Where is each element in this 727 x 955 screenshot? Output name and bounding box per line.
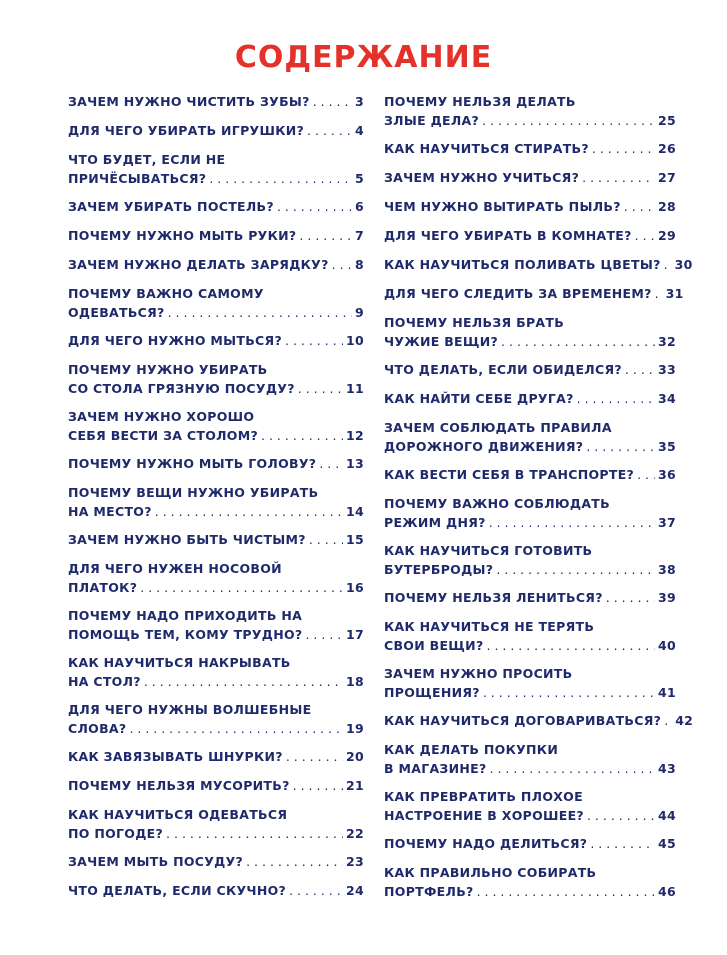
toc-entry-title-line: ДЛЯ ЧЕГО СЛЕДИТЬ ЗА ВРЕМЕНЕМ? bbox=[384, 286, 652, 301]
toc-entry[interactable] bbox=[384, 465, 676, 484]
toc-entry[interactable] bbox=[384, 255, 693, 274]
toc-entry-title-line: КАК НАЙТИ СЕБЕ ДРУГА? bbox=[384, 391, 574, 406]
toc-entry[interactable] bbox=[384, 389, 676, 408]
toc-page-number: 43 bbox=[658, 761, 676, 776]
toc-entry-title-line: ПОЧЕМУ ВАЖНО САМОМУ bbox=[68, 286, 264, 301]
toc-entry[interactable] bbox=[384, 92, 676, 130]
toc-dot-leader bbox=[501, 332, 655, 351]
toc-entry[interactable] bbox=[384, 588, 676, 607]
toc-entry-last-line bbox=[384, 683, 676, 702]
toc-entry-last-line bbox=[384, 168, 676, 187]
toc-dot-leader bbox=[664, 255, 672, 274]
toc-entry-title-line: ДОРОЖНОГО ДВИЖЕНИЯ? bbox=[384, 439, 584, 454]
toc-entry-last-line bbox=[68, 747, 364, 766]
toc-entry[interactable] bbox=[68, 226, 364, 245]
toc-page-number: 17 bbox=[346, 627, 364, 642]
toc-entry-last-line bbox=[384, 389, 676, 408]
toc-entry-title-line: ДЛЯ ЧЕГО НУЖНЫ ВОЛШЕБНЫЕ bbox=[68, 702, 312, 717]
toc-entry-title-line: ПОЧЕМУ ВЕЩИ НУЖНО УБИРАТЬ bbox=[68, 485, 319, 500]
toc-entry-title-line: ПОЧЕМУ НУЖНО МЫТЬ РУКИ? bbox=[68, 228, 297, 243]
toc-entry-last-line bbox=[68, 454, 364, 473]
toc-dot-leader bbox=[592, 139, 655, 158]
toc-entry-title-line: СО СТОЛА ГРЯЗНУЮ ПОСУДУ? bbox=[68, 381, 295, 396]
toc-dot-leader bbox=[489, 513, 655, 532]
toc-dot-leader bbox=[582, 168, 655, 187]
toc-entry-last-line bbox=[384, 834, 676, 853]
toc-entry-last-line bbox=[384, 465, 676, 484]
toc-page-number: 21 bbox=[346, 778, 364, 793]
toc-entry-title-line: ПОРТФЕЛЬ? bbox=[384, 884, 474, 899]
toc-entry-title-line: ДЛЯ ЧЕГО УБИРАТЬ ИГРУШКИ? bbox=[68, 123, 305, 138]
toc-page-number: 14 bbox=[346, 504, 364, 519]
toc-entry[interactable] bbox=[384, 360, 676, 379]
toc-entry[interactable] bbox=[68, 150, 364, 188]
toc-entry[interactable] bbox=[68, 776, 364, 795]
toc-dot-leader bbox=[299, 226, 352, 245]
toc-entry[interactable] bbox=[68, 255, 364, 274]
toc-entry[interactable] bbox=[384, 711, 694, 730]
toc-entry-title-line: ПОЧЕМУ НАДО ПРИХОДИТЬ НА bbox=[68, 608, 303, 623]
toc-page-number: 44 bbox=[658, 808, 676, 823]
toc-dot-leader bbox=[483, 683, 655, 702]
toc-page-number: 19 bbox=[346, 721, 364, 736]
toc-page-number: 35 bbox=[658, 439, 676, 454]
toc-entry-last-line bbox=[68, 625, 364, 644]
toc-entry-last-line bbox=[384, 360, 676, 379]
toc-column-right bbox=[384, 92, 694, 910]
toc-entry-title-line: НА МЕСТО? bbox=[68, 504, 152, 519]
toc-entry-last-line bbox=[384, 513, 676, 532]
toc-entry-title-line: РЕЖИМ ДНЯ? bbox=[384, 515, 486, 530]
toc-page-number: 36 bbox=[658, 467, 676, 482]
toc-entry-title-line: КАК ДЕЛАТЬ ПОКУПКИ bbox=[384, 742, 559, 757]
toc-dot-leader bbox=[285, 331, 343, 350]
toc-dot-leader bbox=[664, 711, 672, 730]
toc-dot-leader bbox=[590, 834, 655, 853]
toc-entry-last-line bbox=[384, 437, 676, 456]
toc-entry-last-line bbox=[68, 255, 364, 274]
toc-page-number: 32 bbox=[658, 334, 676, 349]
toc-entry-last-line bbox=[68, 672, 364, 691]
toc-entry-last-line bbox=[68, 824, 364, 843]
toc-dot-leader bbox=[155, 502, 343, 521]
toc-entry-last-line bbox=[384, 284, 684, 303]
toc-entry[interactable] bbox=[68, 852, 364, 871]
toc-entry-last-line bbox=[384, 111, 676, 130]
toc-entry[interactable] bbox=[384, 617, 676, 655]
toc-page-number: 25 bbox=[658, 113, 676, 128]
toc-entry-title-line: ЧТО ДЕЛАТЬ, ЕСЛИ СКУЧНО? bbox=[68, 883, 287, 898]
toc-dot-leader bbox=[305, 625, 343, 644]
toc-page-number: 41 bbox=[658, 685, 676, 700]
toc-entry[interactable] bbox=[384, 787, 676, 825]
toc-page-number: 12 bbox=[346, 428, 364, 443]
toc-page-number: 15 bbox=[346, 532, 364, 547]
toc-entry-title-line: КАК НАУЧИТЬСЯ ПОЛИВАТЬ ЦВЕТЫ? bbox=[384, 257, 661, 272]
toc-entry-last-line bbox=[384, 560, 676, 579]
toc-entry-title-line: ПРОЩЕНИЯ? bbox=[384, 685, 480, 700]
toc-entry[interactable] bbox=[384, 226, 676, 245]
toc-page-number: 24 bbox=[346, 883, 364, 898]
toc-entry-last-line bbox=[384, 711, 694, 730]
toc-entry[interactable] bbox=[68, 747, 364, 766]
toc-page-number: 11 bbox=[346, 381, 364, 396]
toc-entry-title-line: ПОЧЕМУ НЕЛЬЗЯ ЛЕНИТЬСЯ? bbox=[384, 590, 603, 605]
toc-entry-title-line: ПОЧЕМУ ВАЖНО СОБЛЮДАТЬ bbox=[384, 496, 610, 511]
toc-page-number: 18 bbox=[346, 674, 364, 689]
toc-entry-title-line: КАК ВЕСТИ СЕБЯ В ТРАНСПОРТЕ? bbox=[384, 467, 635, 482]
toc-entry[interactable] bbox=[68, 881, 364, 900]
toc-page-number: 26 bbox=[658, 141, 676, 156]
toc-dot-leader bbox=[655, 284, 663, 303]
toc-entry-last-line bbox=[384, 139, 676, 158]
toc-entry-last-line bbox=[384, 882, 676, 901]
toc-entry[interactable] bbox=[384, 541, 676, 579]
toc-page-number: 7 bbox=[355, 228, 364, 243]
toc-entry-last-line bbox=[68, 379, 364, 398]
toc-entry[interactable] bbox=[68, 653, 364, 691]
toc-entry-last-line bbox=[384, 806, 676, 825]
toc-entry[interactable] bbox=[68, 407, 364, 445]
toc-entry-last-line bbox=[384, 197, 676, 216]
toc-entry-title-line: СЕБЯ ВЕСТИ ЗА СТОЛОМ? bbox=[68, 428, 259, 443]
toc-dot-leader bbox=[129, 719, 343, 738]
toc-entry[interactable] bbox=[68, 530, 364, 549]
toc-entry[interactable] bbox=[68, 700, 364, 738]
page-title: СОДЕРЖАНИЕ bbox=[234, 40, 493, 75]
toc-entry-title-line: ОДЕВАТЬСЯ? bbox=[68, 305, 165, 320]
toc-entry-last-line bbox=[68, 331, 364, 350]
toc-entry-title-line: КАК НАУЧИТЬСЯ НАКРЫВАТЬ bbox=[68, 655, 291, 670]
toc-dot-leader bbox=[624, 197, 655, 216]
toc-dot-leader bbox=[209, 169, 352, 188]
toc-entry-title-line: ЗАЧЕМ НУЖНО ПРОСИТЬ bbox=[384, 666, 573, 681]
toc-entry-title-line: ПОЧЕМУ НЕЛЬЗЯ БРАТЬ bbox=[384, 315, 565, 330]
toc-entry-title-line: ЧЕМ НУЖНО ВЫТИРАТЬ ПЫЛЬ? bbox=[384, 199, 621, 214]
toc-dot-leader bbox=[166, 824, 343, 843]
toc-entry-title-line: КАК ПРАВИЛЬНО СОБИРАТЬ bbox=[384, 865, 597, 880]
toc-entry-title-line: ЗАЧЕМ НУЖНО ЧИСТИТЬ ЗУБЫ? bbox=[68, 94, 310, 109]
toc-dot-leader bbox=[587, 806, 655, 825]
toc-page-number: 45 bbox=[658, 836, 676, 851]
toc-dot-leader bbox=[490, 759, 655, 778]
toc-entry-last-line bbox=[384, 255, 693, 274]
toc-entry-last-line bbox=[68, 226, 364, 245]
toc-dot-leader bbox=[307, 121, 352, 140]
toc-entry-title-line: ПОЧЕМУ НЕЛЬЗЯ ДЕЛАТЬ bbox=[384, 94, 576, 109]
toc-entry-last-line bbox=[68, 426, 364, 445]
toc-entry[interactable] bbox=[68, 360, 364, 398]
toc-entry-title-line: НА СТОЛ? bbox=[68, 674, 141, 689]
toc-entry-title-line: ДЛЯ ЧЕГО УБИРАТЬ В КОМНАТЕ? bbox=[384, 228, 632, 243]
toc-entry-title-line: ПОМОЩЬ ТЕМ, КОМУ ТРУДНО? bbox=[68, 627, 303, 642]
toc-entry-title-line: ПОЧЕМУ НАДО ДЕЛИТЬСЯ? bbox=[384, 836, 588, 851]
toc-entry-title-line: ЗАЧЕМ НУЖНО УЧИТЬСЯ? bbox=[384, 170, 580, 185]
toc-entry[interactable] bbox=[384, 863, 676, 901]
toc-entry-last-line bbox=[68, 776, 364, 795]
toc-page-number: 6 bbox=[355, 199, 364, 214]
toc-entry-title-line: ЗАЧЕМ СОБЛЮДАТЬ ПРАВИЛА bbox=[384, 420, 612, 435]
toc-dot-leader bbox=[246, 852, 343, 871]
toc-entry-last-line bbox=[68, 92, 364, 111]
toc-page-number: 39 bbox=[658, 590, 676, 605]
toc-dot-leader bbox=[319, 454, 343, 473]
toc-dot-leader bbox=[606, 588, 655, 607]
toc-entry-title-line: КАК НАУЧИТЬСЯ ОДЕВАТЬСЯ bbox=[68, 807, 288, 822]
toc-dot-leader bbox=[313, 92, 352, 111]
toc-entry[interactable] bbox=[384, 834, 676, 853]
toc-entry[interactable] bbox=[68, 559, 364, 597]
toc-page-number: 30 bbox=[674, 257, 693, 272]
toc-dot-leader bbox=[496, 560, 655, 579]
toc-entry-title-line: ПОЧЕМУ НЕЛЬЗЯ МУСОРИТЬ? bbox=[68, 778, 290, 793]
toc-entry[interactable] bbox=[68, 483, 364, 521]
toc-dot-leader bbox=[140, 578, 343, 597]
toc-entry-last-line bbox=[68, 530, 364, 549]
toc-entry[interactable] bbox=[384, 168, 676, 187]
toc-dot-leader bbox=[586, 437, 655, 456]
toc-dot-leader bbox=[144, 672, 343, 691]
toc-entry-title-line: ПОЧЕМУ НУЖНО УБИРАТЬ bbox=[68, 362, 268, 377]
toc-entry-title-line: КАК НАУЧИТЬСЯ ГОТОВИТЬ bbox=[384, 543, 593, 558]
toc-entry[interactable] bbox=[68, 454, 364, 473]
toc-dot-leader bbox=[577, 389, 655, 408]
toc-entry-title-line: ЗЛЫЕ ДЕЛА? bbox=[384, 113, 480, 128]
toc-entry-title-line: ДЛЯ ЧЕГО НУЖНО МЫТЬСЯ? bbox=[68, 333, 283, 348]
toc-entry-title-line: ЗАЧЕМ МЫТЬ ПОСУДУ? bbox=[68, 854, 244, 869]
toc-entry-title-line: СВОИ ВЕЩИ? bbox=[384, 638, 484, 653]
toc-dot-leader bbox=[482, 111, 655, 130]
toc-entry[interactable] bbox=[68, 92, 364, 111]
toc-page-number: 40 bbox=[658, 638, 676, 653]
toc-entry-title-line: КАК НАУЧИТЬСЯ ДОГОВАРИВАТЬСЯ? bbox=[384, 713, 662, 728]
toc-dot-leader bbox=[168, 303, 352, 322]
toc-page-number: 5 bbox=[355, 171, 364, 186]
toc-page-number: 4 bbox=[355, 123, 364, 138]
toc-page-number: 28 bbox=[658, 199, 676, 214]
toc-entry[interactable] bbox=[384, 313, 676, 351]
toc-entry-title-line: ЧТО ДЕЛАТЬ, ЕСЛИ ОБИДЕЛСЯ? bbox=[384, 362, 622, 377]
toc-entry-last-line bbox=[384, 332, 676, 351]
toc-entry[interactable] bbox=[384, 494, 676, 532]
toc-entry-title-line: ПЛАТОК? bbox=[68, 580, 138, 595]
toc-dot-leader bbox=[625, 360, 655, 379]
toc-entry-title-line: КАК НАУЧИТЬСЯ СТИРАТЬ? bbox=[384, 141, 589, 156]
toc-page-number: 9 bbox=[355, 305, 364, 320]
toc-page-number: 10 bbox=[346, 333, 364, 348]
toc-entry[interactable] bbox=[384, 418, 676, 456]
toc-page-number: 8 bbox=[355, 257, 364, 272]
toc-page-number: 27 bbox=[658, 170, 676, 185]
toc-page-number: 42 bbox=[675, 713, 694, 728]
toc-dot-leader bbox=[635, 226, 655, 245]
toc-dot-leader bbox=[298, 379, 343, 398]
toc-page-number: 13 bbox=[346, 456, 364, 471]
toc-page-number: 29 bbox=[658, 228, 676, 243]
toc-entry[interactable] bbox=[384, 740, 676, 778]
toc-entry-last-line bbox=[68, 303, 364, 322]
toc-dot-leader bbox=[261, 426, 343, 445]
toc-entry[interactable] bbox=[384, 284, 684, 303]
toc-page-number: 23 bbox=[346, 854, 364, 869]
toc-entry-last-line bbox=[68, 502, 364, 521]
toc-dot-leader bbox=[277, 197, 352, 216]
toc-dot-leader bbox=[289, 881, 343, 900]
toc-entry-title-line: ПРИЧЁСЫВАТЬСЯ? bbox=[68, 171, 207, 186]
toc-dot-leader bbox=[487, 636, 656, 655]
toc-page-number: 37 bbox=[658, 515, 676, 530]
toc-entry-last-line bbox=[68, 881, 364, 900]
toc-entry-last-line bbox=[68, 852, 364, 871]
toc-entry-title-line: В МАГАЗИНЕ? bbox=[384, 761, 487, 776]
toc-entry-last-line bbox=[68, 719, 364, 738]
toc-page-number: 16 bbox=[346, 580, 364, 595]
toc-dot-leader bbox=[637, 465, 655, 484]
toc-page-number: 46 bbox=[658, 884, 676, 899]
toc-entry-title-line: ЧТО БУДЕТ, ЕСЛИ НЕ bbox=[68, 152, 226, 167]
toc-entry-title-line: КАК ЗАВЯЗЫВАТЬ ШНУРКИ? bbox=[68, 749, 283, 764]
toc-entry-last-line bbox=[384, 588, 676, 607]
toc-entry-last-line bbox=[384, 226, 676, 245]
toc-entry[interactable] bbox=[68, 606, 364, 644]
toc-entry-title-line: ЗАЧЕМ НУЖНО ХОРОШО bbox=[68, 409, 255, 424]
toc-column-left bbox=[68, 92, 364, 910]
toc-entry-title-line: КАК ПРЕВРАТИТЬ ПЛОХОЕ bbox=[384, 789, 583, 804]
toc-entry[interactable] bbox=[384, 197, 676, 216]
toc-page-number: 31 bbox=[665, 286, 684, 301]
toc-entry[interactable] bbox=[68, 284, 364, 322]
toc-page-number: 38 bbox=[658, 562, 676, 577]
toc-entry[interactable] bbox=[68, 805, 364, 843]
toc-entry-last-line bbox=[68, 197, 364, 216]
toc-entry-title-line: ЗАЧЕМ НУЖНО ДЕЛАТЬ ЗАРЯДКУ? bbox=[68, 257, 329, 272]
toc-entry-last-line bbox=[384, 636, 676, 655]
toc-entry[interactable] bbox=[68, 331, 364, 350]
toc-entry[interactable] bbox=[68, 121, 364, 140]
toc-page-number: 20 bbox=[346, 749, 364, 764]
toc-entry[interactable] bbox=[68, 197, 364, 216]
toc-entry[interactable] bbox=[384, 664, 676, 702]
toc-entry-last-line bbox=[384, 759, 676, 778]
toc-dot-leader bbox=[332, 255, 352, 274]
toc-entry-title-line: ПОЧЕМУ НУЖНО МЫТЬ ГОЛОВУ? bbox=[68, 456, 317, 471]
toc-entry[interactable] bbox=[384, 139, 676, 158]
toc-entry-last-line bbox=[68, 121, 364, 140]
toc-dot-leader bbox=[293, 776, 343, 795]
toc-dot-leader bbox=[286, 747, 343, 766]
toc-entry-title-line: БУТЕРБРОДЫ? bbox=[384, 562, 494, 577]
toc-dot-leader bbox=[477, 882, 655, 901]
toc-entry-title-line: ДЛЯ ЧЕГО НУЖЕН НОСОВОЙ bbox=[68, 561, 282, 576]
toc-entry-title-line: ЧУЖИЕ ВЕЩИ? bbox=[384, 334, 499, 349]
toc-page-number: 3 bbox=[355, 94, 364, 109]
toc-entry-title-line: ЗАЧЕМ НУЖНО БЫТЬ ЧИСТЫМ? bbox=[68, 532, 306, 547]
toc-entry-last-line bbox=[68, 169, 364, 188]
toc-entry-title-line: ПО ПОГОДЕ? bbox=[68, 826, 164, 841]
toc-entry-last-line bbox=[68, 578, 364, 597]
toc-entry-title-line: КАК НАУЧИТЬСЯ НЕ ТЕРЯТЬ bbox=[384, 619, 595, 634]
toc-entry-title-line: НАСТРОЕНИЕ В ХОРОШЕЕ? bbox=[384, 808, 584, 823]
toc-entry-title-line: ЗАЧЕМ УБИРАТЬ ПОСТЕЛЬ? bbox=[68, 199, 274, 214]
toc-page-number: 33 bbox=[658, 362, 676, 377]
toc-dot-leader bbox=[309, 530, 343, 549]
toc-page-number: 34 bbox=[658, 391, 676, 406]
toc-page-number: 22 bbox=[346, 826, 364, 841]
toc-entry-title-line: СЛОВА? bbox=[68, 721, 127, 736]
